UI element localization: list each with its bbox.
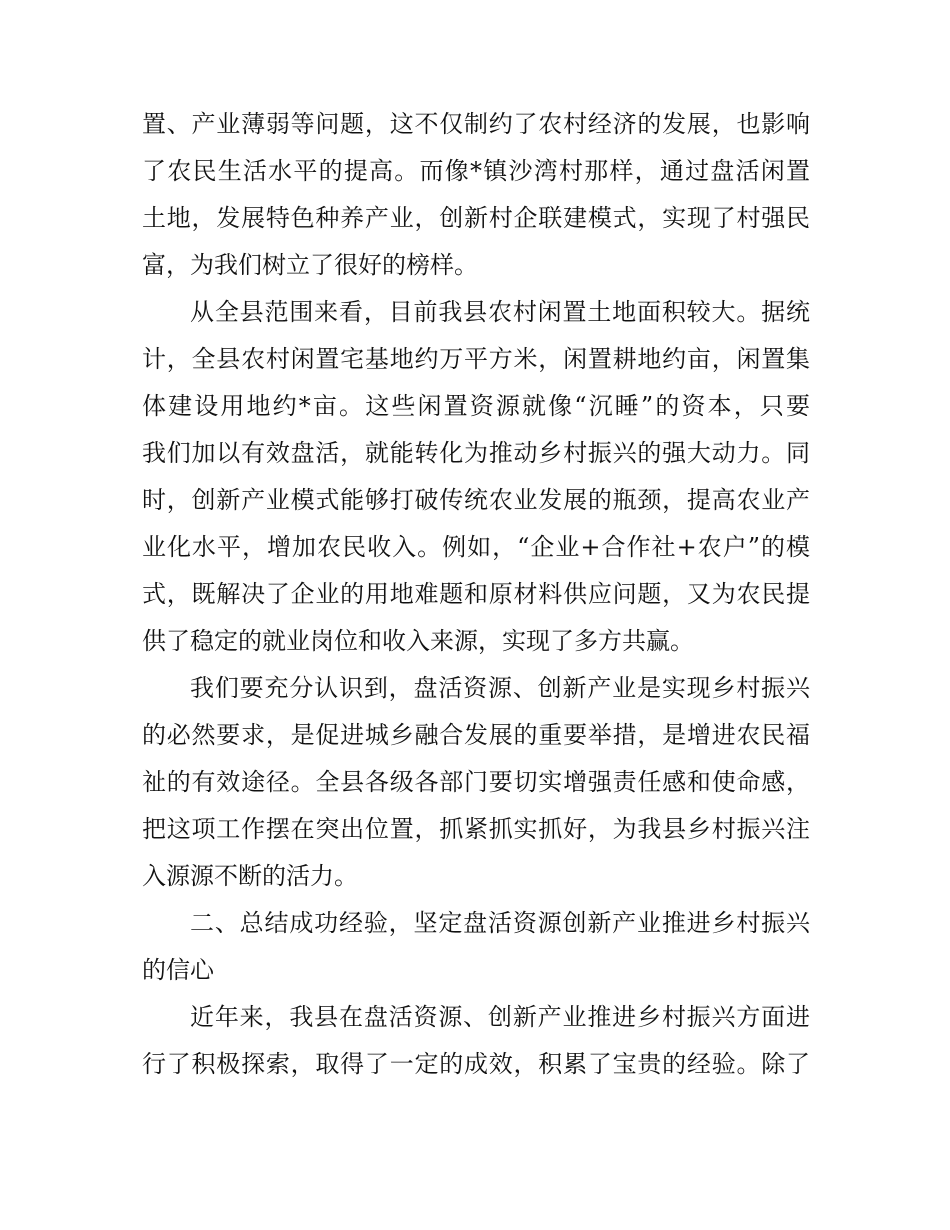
text-line: 土地，发展特色种养产业，创新村企联建模式，实现了村强民 xyxy=(142,204,810,232)
text-line: 业化水平，增加农民收入。例如，“企业+合作社+农户”的模 xyxy=(142,533,810,561)
heading-line: 二、总结成功经验，坚定盘活资源创新产业推进乡村振兴 xyxy=(190,909,810,937)
text-line: 计，全县农村闲置宅基地约万平方米，闲置耕地约亩，闲置集 xyxy=(142,345,810,373)
paragraph-5 xyxy=(142,1005,810,1076)
paragraph-3 xyxy=(142,676,810,888)
text-line: 近年来，我县在盘活资源、创新产业推进乡村振兴方面进 xyxy=(190,1003,810,1031)
text-line: 行了积极探索，取得了一定的成效，积累了宝贵的经验。除了 xyxy=(142,1050,810,1078)
paragraph-1 xyxy=(142,112,810,277)
text-line: 富，为我们树立了很好的榜样。 xyxy=(142,251,478,279)
text-line: 入源源不断的活力。 xyxy=(142,862,358,890)
text-line: 把这项工作摆在突出位置，抓紧抓实抓好，为我县乡村振兴注 xyxy=(142,815,810,843)
text-line: 我们加以有效盘活，就能转化为推动乡村振兴的强大动力。同 xyxy=(142,439,810,467)
text-line: 时，创新产业模式能够打破传统农业发展的瓶颈，提高农业产 xyxy=(142,486,810,514)
paragraph-2 xyxy=(142,300,810,653)
text-line: 祉的有效途径。全县各级各部门要切实增强责任感和使命感， xyxy=(142,768,810,796)
section-heading xyxy=(142,911,810,982)
text-line: 从全县范围来看，目前我县农村闲置土地面积较大。据统 xyxy=(190,298,810,326)
text-line: 式，既解决了企业的用地难题和原材料供应问题，又为农民提 xyxy=(142,580,810,608)
text-line: 供了稳定的就业岗位和收入来源，实现了多方共赢。 xyxy=(142,627,694,655)
text-line: 了农民生活水平的提高。而像*镇沙湾村那样，通过盘活闲置 xyxy=(142,157,810,185)
text-line: 置、产业薄弱等问题，这不仅制约了农村经济的发展，也影响 xyxy=(142,110,810,138)
text-line: 我们要充分认识到，盘活资源、创新产业是实现乡村振兴 xyxy=(190,674,810,702)
document-body xyxy=(142,112,810,1099)
heading-line: 的信心 xyxy=(142,956,214,984)
text-line: 体建设用地约*亩。这些闲置资源就像“沉睡”的资本，只要 xyxy=(142,392,810,420)
text-line: 的必然要求，是促进城乡融合发展的重要举措，是增进农民福 xyxy=(142,721,810,749)
